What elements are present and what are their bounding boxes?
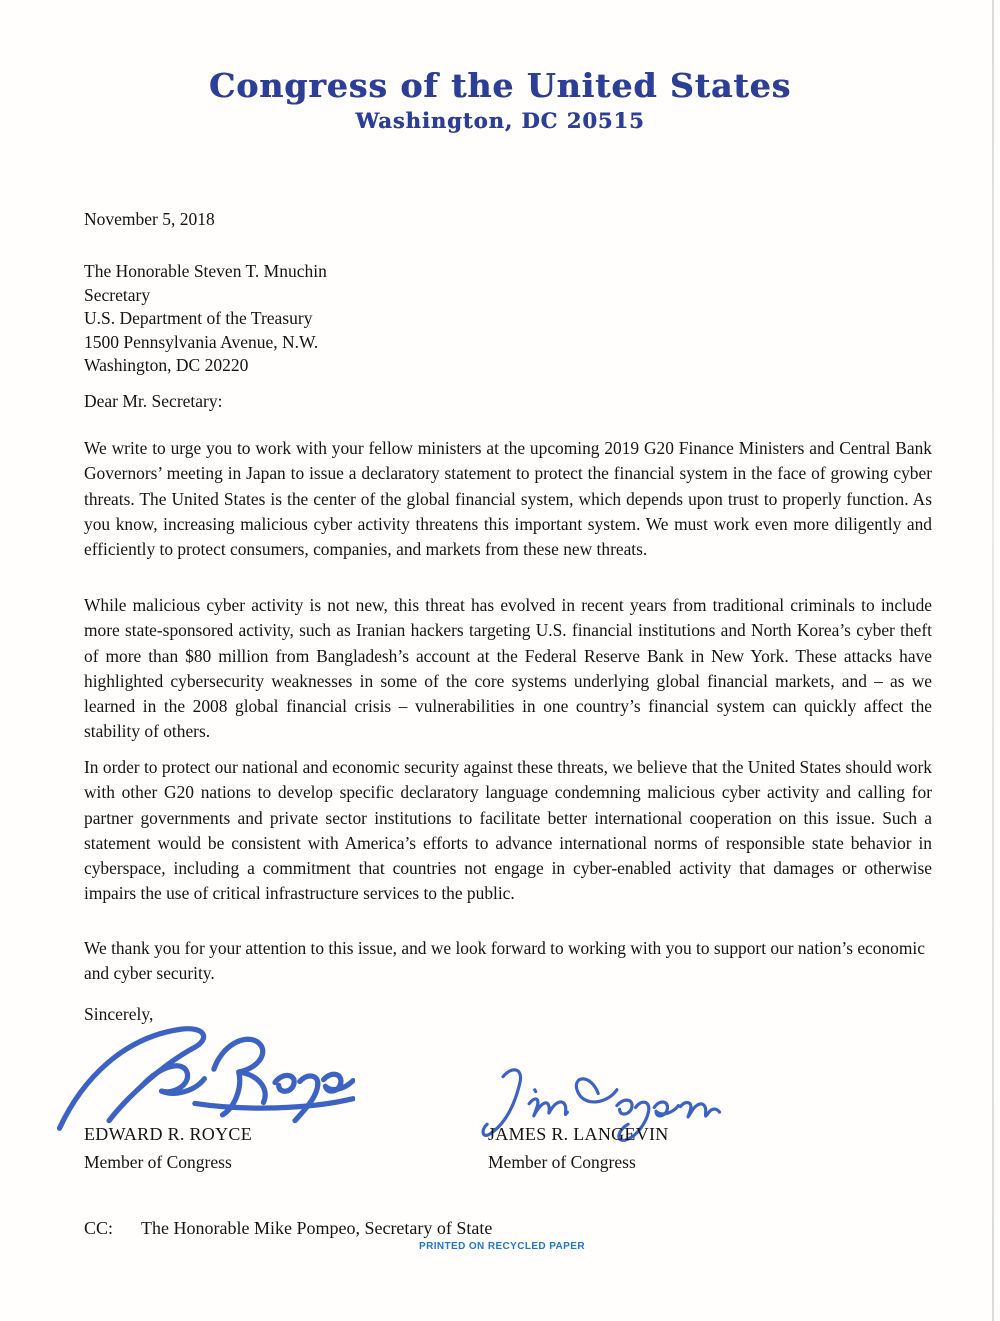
signer-name-royce: EDWARD R. ROYCE <box>84 1124 253 1144</box>
recipient-line: U.S. Department of the Treasury <box>84 308 313 328</box>
recipient-line: The Honorable Steven T. Mnuchin <box>84 261 327 281</box>
salutation: Dear Mr. Secretary: <box>84 391 223 411</box>
letterhead-title: Congress of the United States <box>208 66 792 105</box>
body-paragraph-1: We write to urge you to work with your fellow ministers at the upcoming 2019 G20 Finance Ministers and Central Bank Governors’ meeting in Japan to issue a declaratory statement to protect the financial system in the face of growing cyber threats. The United States is the center of the global financial system, which depends upon trust to properly function. As you know, increasing malicious cyber activity threatens this important system. We must work even more diligently and efficiently to protect consumers, companies, and markets from these new threats. <box>84 438 932 560</box>
recipient-address <box>84 260 327 378</box>
signer-title-royce: Member of Congress <box>84 1152 232 1172</box>
recipient-line: 1500 Pennsylvania Avenue, N.W. <box>84 331 319 352</box>
letter-date: November 5, 2018 <box>84 209 215 229</box>
cc-label: CC: <box>84 1218 114 1238</box>
recycled-paper-note: PRINTED ON RECYCLED PAPER <box>419 1241 585 1252</box>
signer-name-langevin: JAMES R. LANGEVIN <box>488 1124 669 1144</box>
recipient-line: Washington, DC 20220 <box>84 355 249 375</box>
body-paragraph-2: While malicious cyber activity is not new, this threat has evolved in recent years from traditional criminals to include more state-sponsored activity, such as Iranian hackers targeting U.S. financial institutions and North Korea’s cyber theft of more than $80 million from Bangladesh’s account at the Federal Reserve Bank in New York. These attacks have highlighted cybersecurity weaknesses in some of the core systems underlying global financial markets, and – as we learned in the 2008 global financial crisis – vulnerabilities in one country’s financial system can quickly affect the stability of others. <box>84 595 932 742</box>
signer-title-langevin: Member of Congress <box>488 1152 636 1172</box>
cc-line <box>84 1218 492 1239</box>
body-paragraph-3: In order to protect our national and economic security against these threats, we believe that the United States should work with other G20 nations to develop specific declaratory language condemning malicious cyber activity and calling for partner governments and private sector institutions to facilitate better international cooperation on this issue. Such a statement would be consistent with America’s efforts to advance international norms of responsible state behavior in cyberspace, including a commitment that countries not engage in cyber-enabled activity that damages or otherwise impairs the use of critical infrastructure services to the public. <box>84 757 932 904</box>
royce-handwritten-signature-icon <box>50 1008 355 1136</box>
recipient-line: Secretary <box>84 284 151 305</box>
scan-edge-line <box>992 0 994 1321</box>
letterhead-city: Washington, DC 20515 <box>355 108 645 133</box>
cc-text: The Honorable Mike Pompeo, Secretary of State <box>141 1218 493 1238</box>
closing-sincerely: Sincerely, <box>84 1004 154 1024</box>
letterhead <box>0 66 1000 133</box>
body-paragraph-4: We thank you for your attention to this issue, and we look forward to working with you to support our nation’s economic and cyber security. <box>84 938 925 984</box>
